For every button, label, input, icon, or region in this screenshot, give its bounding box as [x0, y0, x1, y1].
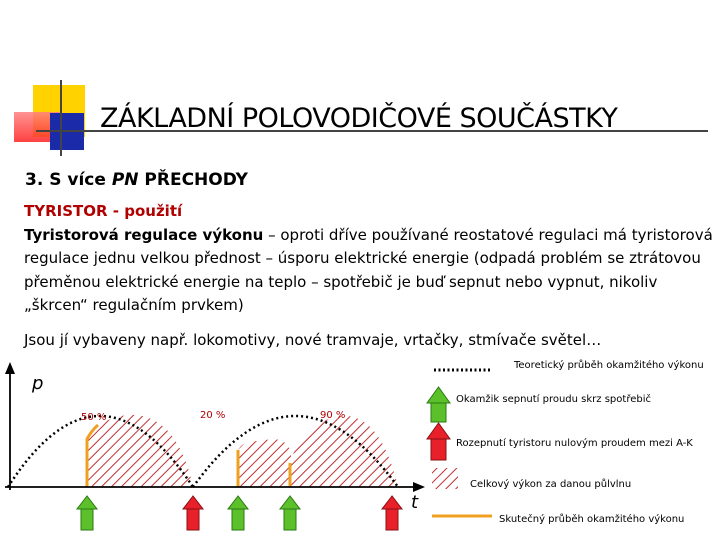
thyristor-power-diagram — [0, 350, 720, 540]
power-area-3 — [290, 416, 398, 487]
power-area-1 — [87, 415, 193, 487]
slide-subtitle — [25, 170, 248, 190]
switch-off-arrow-2 — [382, 496, 402, 530]
legend-label-switch-off: Rozepnutí tyristoru nulovým proudem mezi A-K — [456, 438, 693, 449]
legend-label-theoretical: Teoretický průběh okamžitého výkonu — [514, 360, 704, 371]
legend-green-arrow-icon — [427, 387, 450, 422]
legend-red-arrow-icon — [427, 423, 450, 460]
percent-label-2: 20 % — [200, 410, 226, 421]
y-axis-arrowhead — [5, 362, 15, 374]
subtitle-italic: PN — [111, 170, 139, 190]
switch-on-arrow-1 — [77, 496, 97, 530]
subtitle-suffix: PŘECHODY — [138, 170, 248, 190]
legend-label-switch-on: Okamžik sepnutí proudu skrz spotřebič — [456, 394, 651, 405]
percent-label-1: 50 % — [81, 412, 107, 423]
lead-paragraph — [24, 224, 714, 318]
legend-hatch-swatch — [432, 468, 458, 489]
lead-rest: – oproti dříve používané reostatové regulaci má tyristorová regulace jednu velkou přednost – úsporu elektrické energie (odpadá problém se ztrátovou přeměnou elektrické energie na teplo – spotřebič je buď sepnut nebo vypnut, nikoliv „škrcen“ regulačním prvkem) — [24, 225, 713, 314]
body-text — [24, 200, 714, 318]
section-heading: TYRISTOR - použití — [24, 202, 183, 220]
legend-label-total-power: Celkový výkon za danou půlvlnu — [470, 479, 632, 490]
subtitle-prefix: 3. S více — [25, 170, 112, 190]
devices-text: Jsou jí vybaveny např. lokomotivy, nové tramvaje, vrtačky, stmívače světel… — [24, 331, 602, 349]
lead-bold: Tyristorová regulace výkonu — [24, 225, 264, 244]
axis-label-t: t — [411, 492, 419, 513]
legend-label-actual: Skutečný průběh okamžitého výkonu — [499, 514, 685, 525]
power-area-2 — [238, 439, 291, 487]
percent-label-3: 90 % — [320, 410, 346, 421]
axis-label-p: p — [32, 373, 44, 394]
switch-on-arrow-2 — [228, 496, 248, 530]
switch-on-arrow-3 — [280, 496, 300, 530]
decor-vertical-line — [60, 80, 62, 156]
switch-off-arrow-1 — [183, 496, 203, 530]
slide-title: ZÁKLADNÍ POLOVODIČOVÉ SOUČÁSTKY — [100, 103, 618, 134]
x-axis-arrowhead — [413, 482, 425, 492]
